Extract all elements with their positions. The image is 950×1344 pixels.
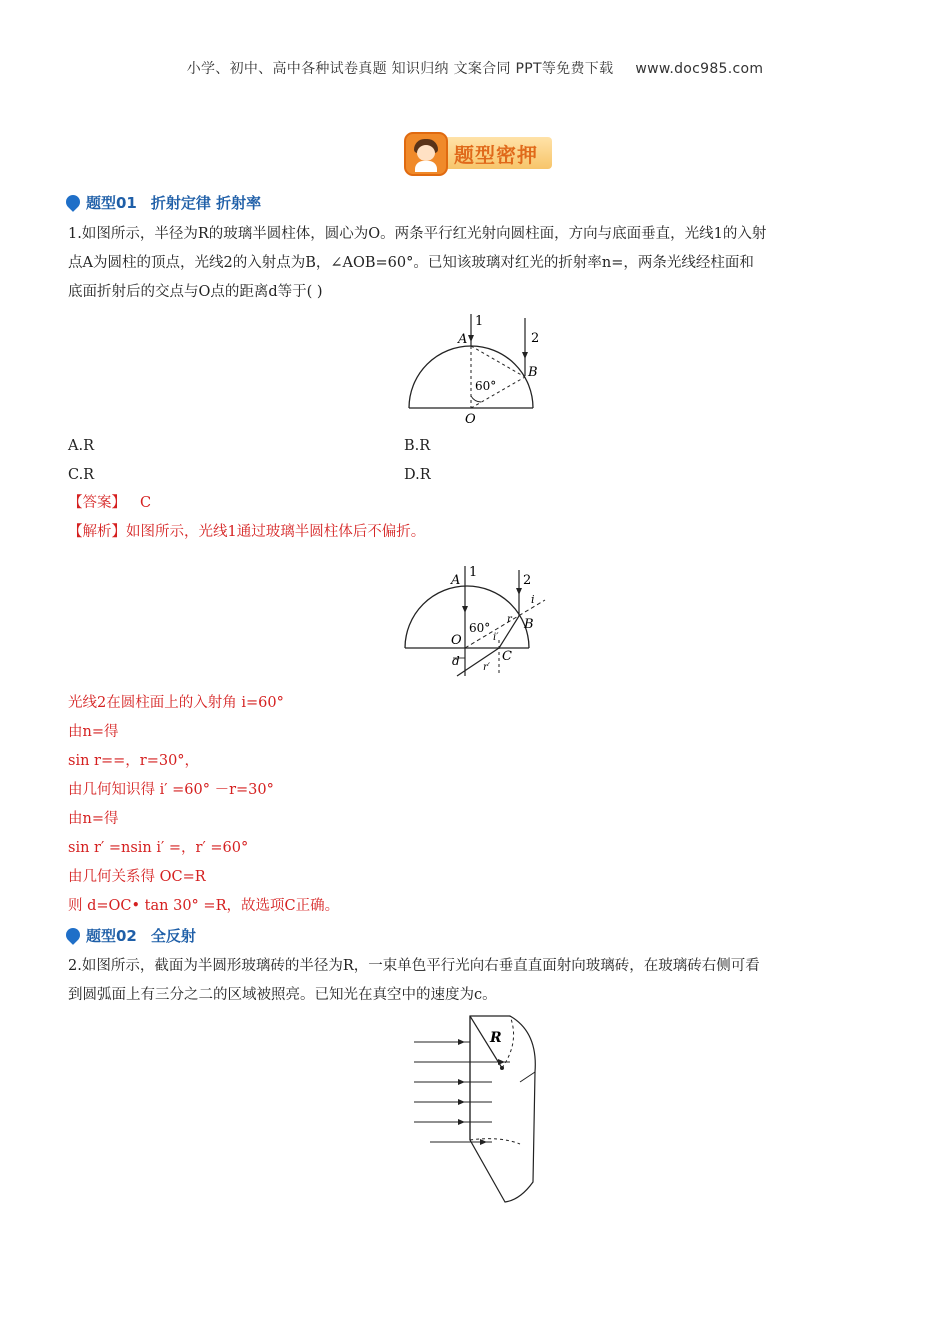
fig2-label-c: C [502,649,512,664]
q1-line1: 1.如图所示，半径为R的玻璃半圆柱体，圆心为O。两条平行红光射向圆柱面，方向与底面垂直，光线1的入射 [68,226,767,242]
q2-figure [410,1012,550,1204]
fig2-label-b: B [524,617,534,632]
analysis-step: sin r′ =nsin i′ =，r′ =60° [68,840,249,856]
ray-2-arrow [522,352,528,359]
q1-line3: 底面折射后的交点与O点的距离d等于( ) [68,284,323,300]
ray-1-arrow [468,335,474,342]
q2-line1: 2.如图所示，截面为半圆形玻璃砖的半径为R，一束单色平行光向右垂直直面射向玻璃砖，在玻璃砖右侧可看 [68,958,760,974]
analysis-step: 由几何知识得 i′ =60° －r=30° [68,782,274,798]
fig2-label-2: 2 [523,573,532,588]
analysis-step: 由n=得 [68,811,119,827]
fig1-label-a: A [458,332,468,347]
question-2-text [68,952,883,1010]
section-number: 题型02 [86,927,137,945]
fig1-label-b: B [528,365,538,380]
light-ray-arrow [458,1099,465,1105]
teacher-avatar-icon [404,132,448,176]
analysis-step: sin r==，r=30°， [68,753,200,769]
analysis-steps [68,689,339,921]
answer-label: 【答案】 [68,495,126,511]
answer-line [68,489,151,518]
section-heading-2 [66,925,196,947]
side-edge [520,1072,535,1082]
banner-label [440,137,552,169]
light-ray-arrow [458,1119,465,1125]
q1-figure [395,308,555,428]
fig1-label-1: 1 [475,314,484,329]
question-1-text [68,220,883,307]
section-title: 全反射 [150,927,196,945]
header-text: 小学、初中、高中各种试卷真题 知识归纳 文案合同 PPT等免费下载 [186,61,614,77]
light-ray-arrow [458,1039,465,1045]
section-title: 折射定律 折射率 [150,194,262,212]
section-number: 题型01 [86,194,137,212]
option-d[interactable]: D.R [404,467,431,483]
q2-line2: 到圆弧面上有三分之二的区域被照亮。已知光在真空中的速度为c。 [68,987,497,1003]
analysis-step: 由几何关系得 OC=R [68,869,206,885]
fig1-label-o: O [465,412,476,427]
fig1-angle-label: 60° [475,379,497,393]
fig2-label-d: d [452,654,460,668]
answer-value: C [140,495,152,511]
option-a[interactable]: A.R [68,438,94,454]
page-header [0,58,950,78]
location-pin-icon [63,192,83,212]
question-type-banner [404,132,552,176]
fig2-label-o: O [451,633,462,648]
fig2-label-i: i [531,593,535,606]
header-url[interactable]: www.doc985.com [635,61,764,77]
analysis-intro [68,518,425,547]
fig2-label-r: r [507,614,512,625]
option-b[interactable]: B.R [404,438,431,454]
light-ray-arrow [480,1139,487,1145]
fig3-label-r: R [490,1030,502,1046]
analysis-figure [395,558,555,682]
analysis-step: 由n=得 [68,724,119,740]
analysis-label: 【解析】 [68,524,126,540]
banner-title: 题型密押 [454,143,538,167]
chord-ab [471,346,525,377]
fig2-label-i-prime: i′ [493,632,499,643]
analysis-intro-text: 如图所示，光线1通过玻璃半圆柱体后不偏折。 [126,524,426,540]
light-ray-arrow [458,1079,465,1085]
fig2-label-r-prime: r′ [483,662,491,673]
angle-arc [471,396,481,402]
fig2-label-1: 1 [469,565,478,580]
ray-2-arrow [516,588,522,595]
center-point [500,1066,504,1070]
exit-ray [457,648,499,676]
location-pin-icon [63,925,83,945]
hidden-arc [502,1016,514,1068]
option-c[interactable]: C.R [68,467,95,483]
fig1-label-2: 2 [531,331,540,346]
glass-brick-outline [470,1016,535,1202]
q1-line2: 点A为圆柱的顶点，光线2的入射点为B，∠AOB=60°。已知该玻璃对红光的折射率n=，两条光线经柱面和 [68,255,754,271]
ray-1-arrow [462,606,468,613]
fig2-label-a: A [451,573,461,588]
bottom-hidden-edge [470,1139,520,1144]
analysis-step: 则 d=OC• tan 30° =R，故选项C正确。 [68,898,340,914]
light-ray-arrow [498,1059,505,1065]
section-heading-1 [66,192,261,214]
fig2-angle-label: 60° [469,621,491,635]
analysis-step: 光线2在圆柱面上的入射角 i=60° [68,695,284,711]
